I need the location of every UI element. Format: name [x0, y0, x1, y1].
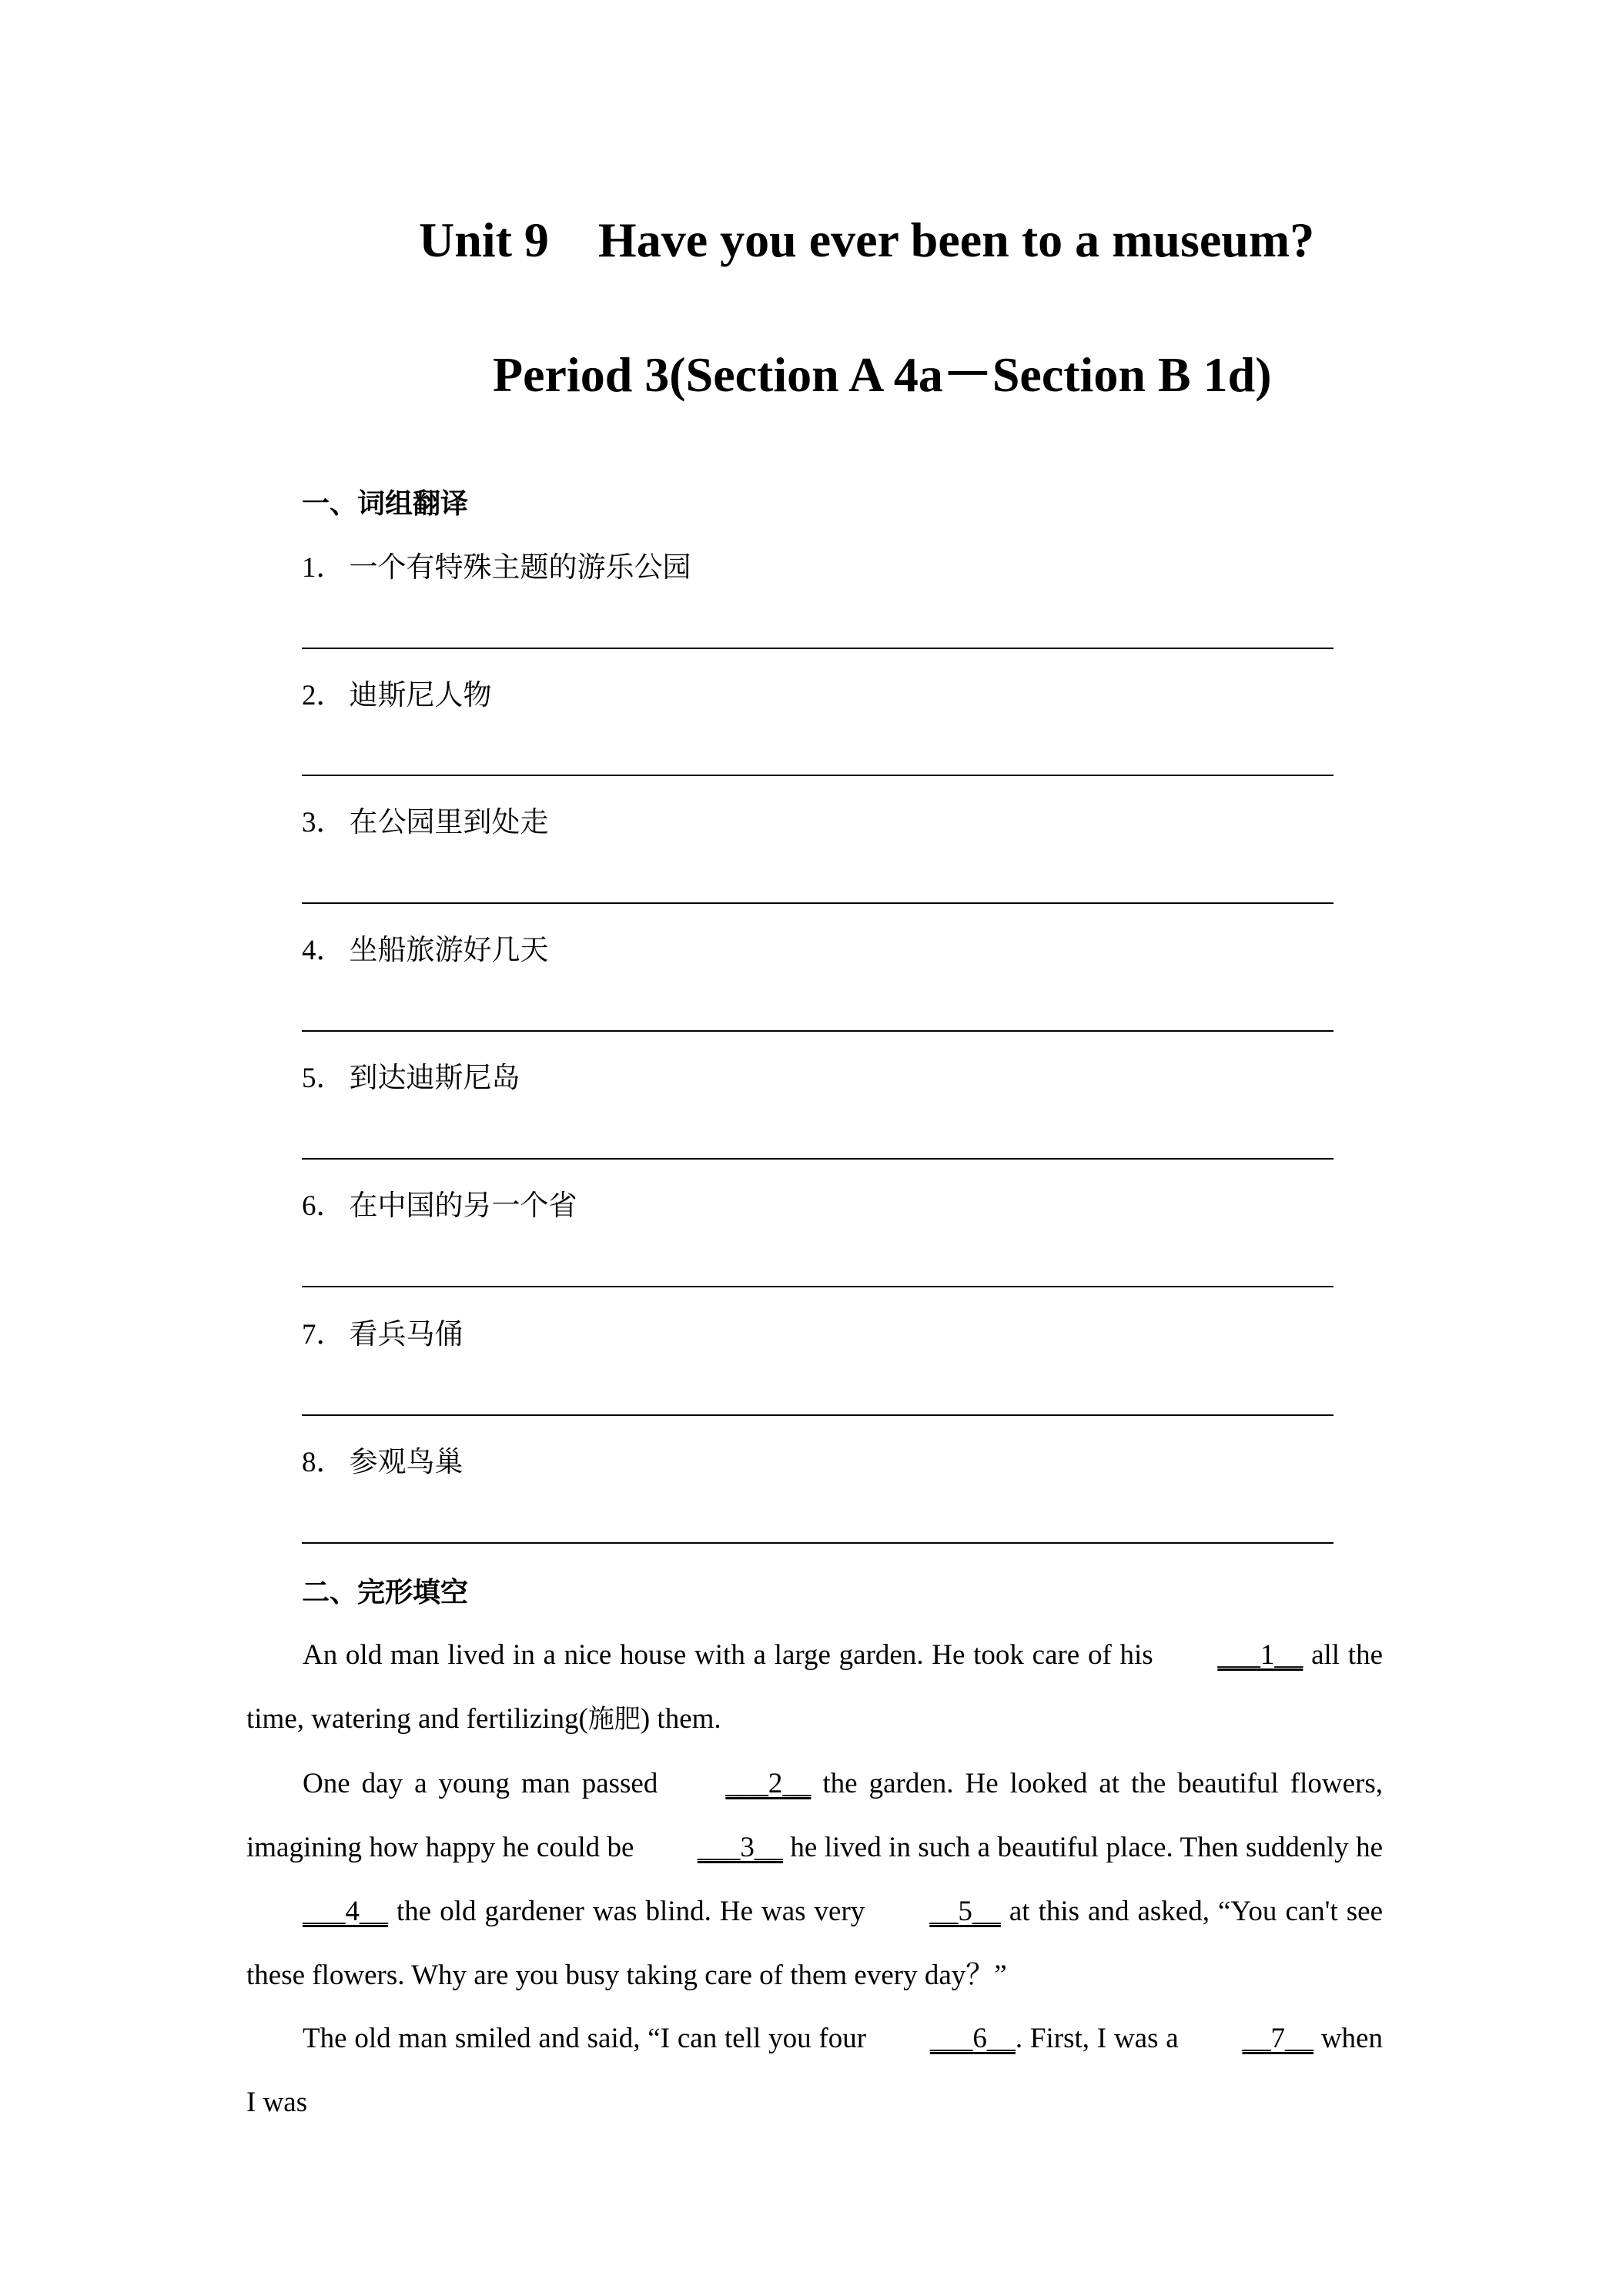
- cloze-blank-7[interactable]: __7__: [1242, 2023, 1314, 2054]
- answer-line-3[interactable]: [302, 902, 1334, 904]
- answer-line-1[interactable]: [302, 648, 1334, 649]
- cloze-paragraph-1: An old man lived in a nice house with a large garden. He took care of his ___1__ all the time, watering and fertilizing(施肥) them.: [246, 1623, 1383, 1752]
- cloze-blank-2[interactable]: ___2__: [725, 1768, 812, 1799]
- phrase-item-5: 5． 到达迪斯尼岛: [302, 1061, 520, 1094]
- phrase-item-8: 8． 参观鸟巢: [302, 1445, 463, 1478]
- cloze-paragraph-2: One day a young man passed ___2__ the garden. He looked at the beautiful flowers, imagining how happy he could be ___3__ he lived in such a beautiful place. Then suddenly he___4__ the old gardener was blind. He was very __5__ at this and asked, “You can't see these flowers. Why are you busy taking care of them every day？”: [246, 1752, 1383, 2007]
- answer-line-5[interactable]: [302, 1158, 1334, 1160]
- page-subtitle: Period 3(Section A 4a－Section B 1d): [493, 347, 1272, 402]
- cloze-blank-4[interactable]: ___4__: [303, 1896, 388, 1927]
- cloze-blank-1[interactable]: ___1__: [1217, 1639, 1303, 1671]
- phrase-item-4: 4． 坐船旅游好几天: [302, 933, 549, 966]
- phrase-item-1: 1． 一个有特殊主题的游乐公园: [302, 551, 691, 584]
- page-title: Unit 9 Have you ever been to a museum?: [419, 213, 1315, 267]
- answer-line-4[interactable]: [302, 1030, 1334, 1032]
- cloze-blank-6[interactable]: ___6__: [929, 2023, 1016, 2054]
- answer-line-2[interactable]: [302, 775, 1334, 776]
- phrase-item-6: 6． 在中国的另一个省: [302, 1189, 577, 1222]
- answer-line-6[interactable]: [302, 1286, 1334, 1287]
- cloze-paragraph-3: The old man smiled and said, “I can tell you four ___6__. First, I was a __7__ when I was: [246, 2006, 1383, 2134]
- phrase-item-7: 7． 看兵马俑: [302, 1317, 463, 1350]
- answer-line-8[interactable]: [302, 1542, 1334, 1544]
- section-heading-translation: 一、词组翻译: [302, 488, 469, 520]
- answer-line-7[interactable]: [302, 1414, 1334, 1416]
- section-heading-cloze: 二、完形填空: [302, 1577, 469, 1608]
- cloze-blank-5[interactable]: __5__: [929, 1896, 1001, 1927]
- phrase-item-3: 3． 在公园里到处走: [302, 805, 549, 838]
- cloze-blank-3[interactable]: ___3__: [697, 1832, 783, 1863]
- phrase-item-2: 2． 迪斯尼人物: [302, 678, 492, 711]
